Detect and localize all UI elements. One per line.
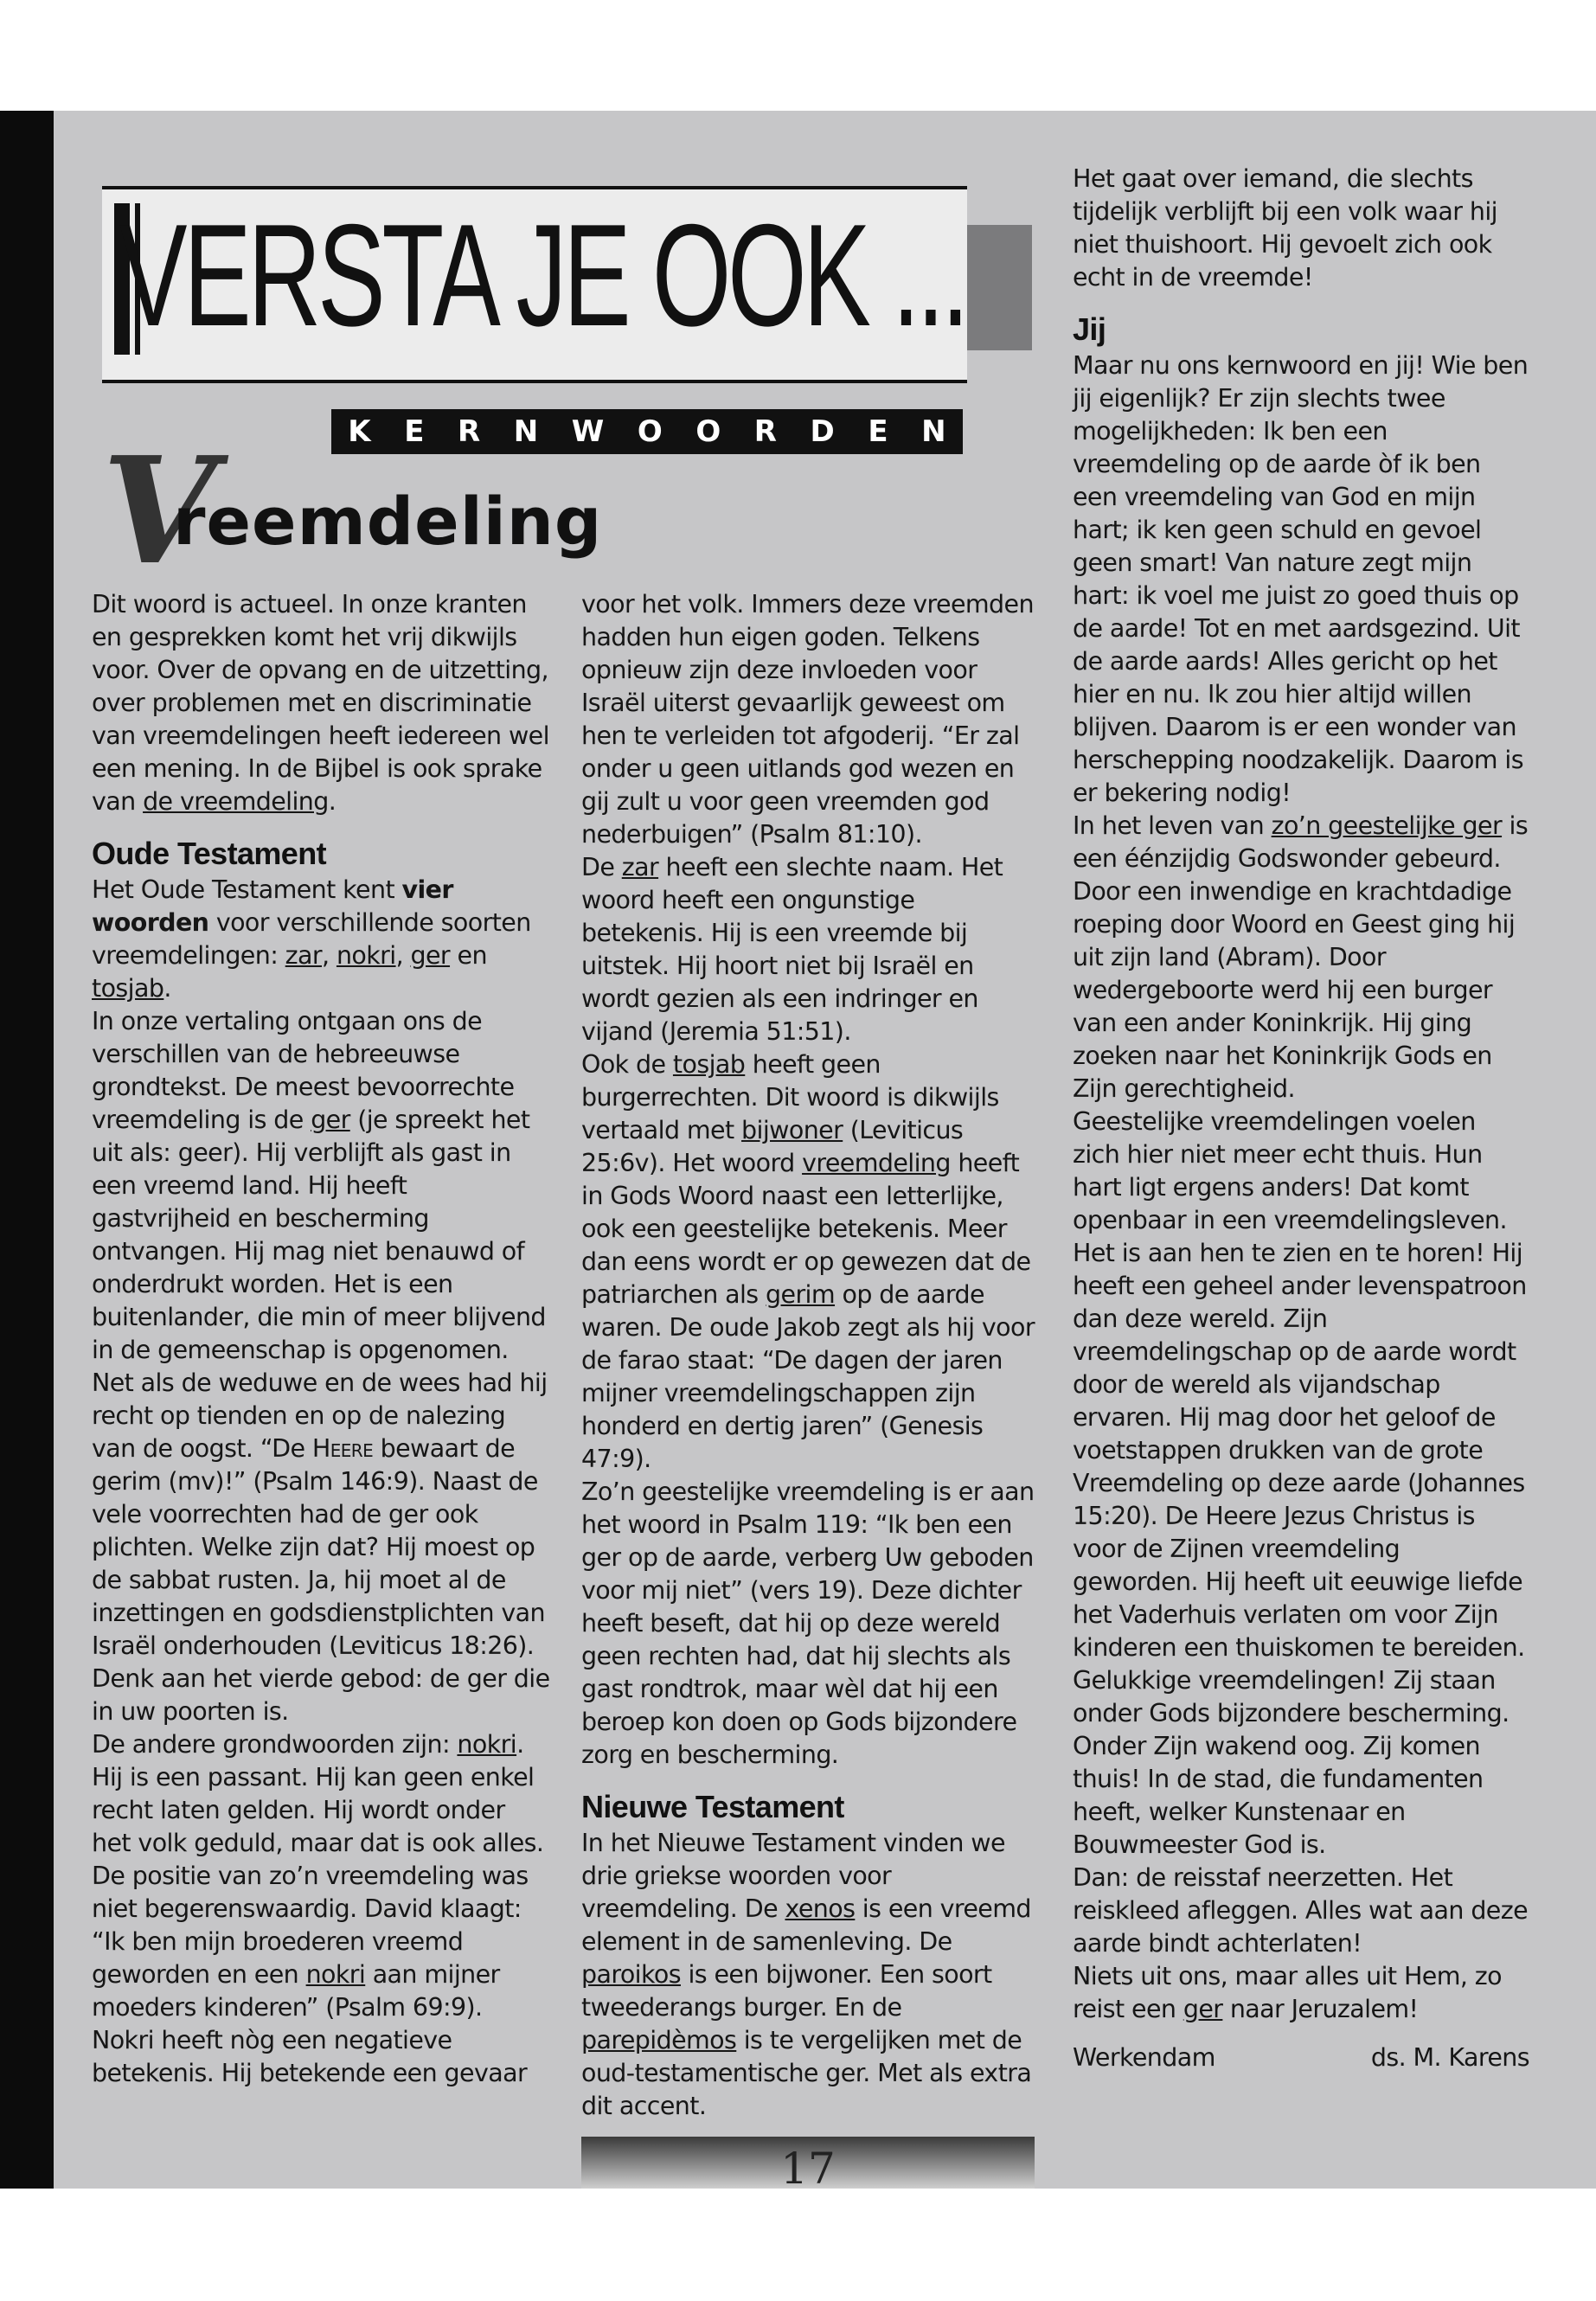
banner-letter: O [637, 414, 663, 449]
banner-letter: N [513, 414, 539, 449]
place: Werkendam [1073, 2043, 1215, 2072]
paragraph: Geestelijke vreemdelingen voelen zich hier niet meer echt thuis. Hun hart ligt ergens anders! Dat komt openbaar in een vreemdelingsleven. Het is aan hen te zien en te horen! Hij heeft een geheel ander levenspatroon dan deze wereld. Zijn vreemdelingschap op de aarde wordt door de wereld als vijandschap ervaren. Hij mag door het geloof de voetstappen drukken van de grote Vreemdeling op deze aarde (Johannes 15:20). De Heere Jezus Christus is voor de Zijnen vreemdeling geworden. Hij heeft uit eeuwige liefde het Vaderhuis verlaten om voor Zijn kinderen een thuiskomen te bereiden. [1073, 1107, 1527, 1662]
author: ds. M. Karens [1370, 2043, 1529, 2072]
paragraph: Dit woord is actueel. In onze kranten en gesprekken komt het vrij dikwijls voor. Over de opvang en de uitzetting, over problemen met en discriminatie van vreemdelingen heeft iedereen wel een mening. In de Bijbel is ook sprake van de vreemdeling. [92, 590, 549, 816]
banner-letter: R [753, 414, 777, 449]
section-heading: Oude Testament [92, 836, 326, 871]
banner-letter: D [810, 414, 835, 449]
paragraph: In het leven van zo’n geestelijke ger is een éénzijdig Godswonder gebeurd. Door een inwendige en krachtdadige roeping door Woord en Geest ging hij uit zijn land (Abram). Door wedergeboorte werd hij een burger van een ander Koninkrijk. Hij ging zoeken naar het Koninkrijk Gods en Zijn gerechtigheid. [1073, 811, 1529, 1103]
article-title [102, 425, 603, 598]
paragraph: Het Oude Testament kent vier woorden voor verschillende soorten vreemdelingen: zar, nokri, ger en tosjab. [92, 875, 531, 1003]
paragraph: Zo’n geestelijke vreemdeling is er aan het woord in Psalm 119: “Ik ben een ger op de aarde, verberg Uw geboden voor mij niet” (vers 19). Deze dichter heeft beseft, dat hij op deze wereld geen rechten had, dat hij slechts als gast rondtrok, maar wèl dat hij een beroep kon doen op Gods bijzondere zorg en bescherming. [581, 1477, 1035, 1769]
banner-letter: E [868, 414, 888, 449]
paragraph: voor het volk. Immers deze vreemden hadden hun eigen goden. Telkens opnieuw zijn deze invloeden voor Israël uiterst gevaarlijk geweest om hen te verleiden tot afgoderij. “Er zal onder u geen uitlands god wezen en gij zult u voor geen vreemden god nederbuigen” (Psalm 81:10). [581, 590, 1034, 849]
masthead-title: VERSTA JE OOK ... [119, 194, 966, 356]
banner-letter: E [404, 414, 425, 449]
paragraph: De andere grondwoorden zijn: nokri. Hij is een passant. Hij kan geen enkel recht laten gelden. Hij wordt onder het volk geduld, maar dat is ook alles. De positie van zo’n vreemdeling was niet begerenswaardig. David klaagt: “Ik ben mijn broederen vreemd geworden en een nokri aan mijner moeders kinderen” (Psalm 69:9). Nokri heeft nòg een negatieve betekenis. Hij betekende een gevaar [92, 1730, 544, 2087]
column-2 [581, 588, 1040, 2123]
paragraph: De zar heeft een slechte naam. Het woord heeft een ongunstige betekenis. Hij is een vreemde bij uitstek. Hij hoort niet bij Israël en wordt gezien als een indringer en vijand (Jeremia 51:51). [581, 853, 1003, 1046]
paragraph: Maar nu ons kernwoord en jij! Wie ben jij eigenlijk? Er zijn slechts twee mogelijkheden: Ik ben een vreemdeling op de aarde òf ik ben een vreemdeling van God en mijn hart; ik ken geen schuld en gevoel geen smart! Van nature zegt mijn hart: ik voel me juist zo goed thuis op de aarde! Tot en met aardsgezind. Uit de aarde aards! Alles gericht op het hier en nu. Ik zou hier altijd willen blijven. Daarom is er een wonder van herschepping noodzakelijk. Daarom is er bekering nodig! [1073, 351, 1529, 807]
left-edge-shadow [0, 111, 54, 2189]
paragraph: Niets uit ons, maar alles uit Hem, zo reist een ger naar Jeruzalem! [1073, 1962, 1503, 2023]
paragraph: In het Nieuwe Testament vinden we drie griekse woorden voor vreemdeling. De xenos is een vreemd element in de samenleving. De paroikos is een bijwoner. Een soort tweederangs burger. En de parepidèmos is te vergelijken met de oud-testamentische ger. Met als extra dit accent. [581, 1829, 1032, 2120]
banner-letter: W [571, 414, 605, 449]
section-heading: Nieuwe Testament [581, 1789, 844, 1824]
signature [1073, 2041, 1529, 2074]
paragraph: In onze vertaling ontgaan ons de verschillen van de hebreeuwse grondtekst. De meest bevoorrechte vreemdeling is de ger (je spreekt het uit als: geer). Hij verblijft als gast in een vreemd land. Hij heeft gastvrijheid en bescherming ontvangen. Hij mag niet benauwd of onderdrukt worden. Het is een buitenlander, die min of meer blijvend in de gemeenschap is opgenomen. Net als de weduwe en de wees had hij recht op tienden en op de nalezing van de oogst. “De Heere bewaart de gerim (mv)!” (Psalm 146:9). Naast de vele voorrechten had de ger ook plichten. Welke zijn dat? Hij moest op de sabbat rusten. Ja, hij moet al de inzettingen en godsdienstplichten van Israël onderhouden (Leviticus 18:26). Denk aan het vierde gebod: de ger die in uw poorten is. [92, 1007, 550, 1726]
title-initial: V [102, 425, 216, 598]
masthead-grey-block [967, 225, 1032, 350]
scanned-page [0, 111, 1596, 2189]
banner-letter: N [921, 414, 946, 449]
paragraph: Het gaat over iemand, die slechts tijdelijk verblijft bij een volk waar hij niet thuishoort. Hij gevoelt zich ook echt in de vreemde! [1073, 164, 1497, 292]
banner-letter: O [695, 414, 721, 449]
paragraph: Gelukkige vreemdelingen! Zij staan onder Gods bijzondere bescherming. Onder Zijn wakend oog. Zij komen thuis! In de stad, die fundamenten heeft, welker Kunstenaar en Bouwmeester God is. [1073, 1666, 1509, 1859]
title-rest: reemdeling [173, 483, 603, 560]
banner-letter: K [348, 414, 371, 449]
paragraph: Ook de tosjab heeft geen burgerrechten. Dit woord is dikwijls vertaald met bijwoner (Leviticus 25:6v). Het woord vreemdeling heeft in Gods Woord naast een letterlijke, ook een geestelijke betekenis. Meer dan eens wordt er op gewezen dat de patriarchen als gerim op de aarde waren. De oude Jakob zegt als hij voor de farao staat: “De dagen der jaren mijner vreemdelingschappen zijn honderd en dertig jaren” (Genesis 47:9). [581, 1050, 1035, 1473]
column-3 [1073, 163, 1529, 2074]
page-number-bar [581, 2137, 1035, 2189]
paragraph: Dan: de reisstaf neerzetten. Het reiskleed afleggen. Alles wat aan deze aarde bindt achterlaten! [1073, 1863, 1529, 1958]
page-number: 17 [780, 2144, 836, 2189]
underlined-term: de vreemdeling [143, 787, 329, 816]
section-heading: Jij [1073, 311, 1106, 347]
banner-letter: R [458, 414, 481, 449]
column-1 [92, 588, 550, 2090]
